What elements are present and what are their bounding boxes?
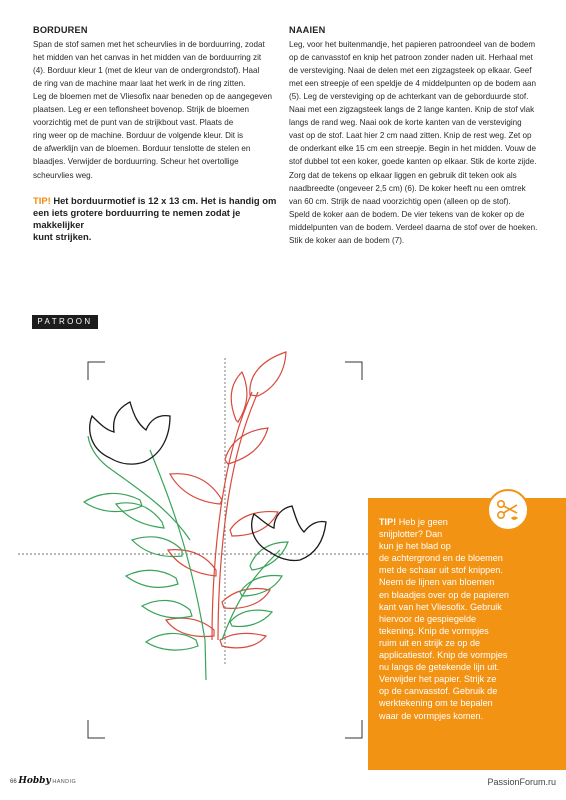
borduren-line: blaadjes. Verwijder de borduurring. Scheur het overtollige	[33, 157, 239, 167]
tipbox-line: ruim uit en strijk ze op de	[379, 637, 481, 648]
naaien-heading: NAAIEN	[289, 25, 326, 35]
naaien-line: op de canvasstof en knip het patroon zonder naden uit. Herhaal met	[289, 53, 533, 63]
tipbox-line: werktekening om te bepalen	[379, 698, 493, 709]
naaien-line: Zorg dat de tekens op elkaar liggen en gebruik dit teken ook als	[289, 170, 517, 180]
tip-line-1: Het borduurmotief is 12 x 13 cm. Het is handig om	[50, 194, 277, 206]
page-footer	[10, 776, 76, 786]
tipbox-line: hiervoor de gespiegelde	[379, 613, 477, 624]
tipbox-line: Neem de lijnen van bloemen	[379, 577, 495, 588]
naaien-line: de versteviging. Naai de delen met een zigzagsteek op elkaar. Geef	[289, 66, 532, 76]
naaien-text	[289, 38, 539, 247]
tipbox-line: op de canvasstof. Gebruik de	[379, 686, 498, 697]
borduren-text	[33, 38, 277, 182]
tipbox-line: kun je het blad op	[379, 541, 451, 552]
naaien-line: Naai met een zigzagsteek langs de 2 lange kanten. Knip de stof vlak	[289, 105, 535, 115]
tip-embroidery	[33, 195, 277, 244]
naaien-line: Leg, voor het buitenmandje, het papieren patroondeel van de bodem	[289, 40, 536, 50]
naaien-line: stof dubbel tot een koker, goede kanten op elkaar. Stik de korte zijde.	[289, 157, 537, 167]
scissors-icon	[487, 489, 529, 531]
naaien-line: naadbreedte (ongeveer 2,5 cm) (6). De koker heeft nu een omtrek	[289, 183, 526, 193]
tipbox-line: nu langs de getekende lijn uit.	[379, 662, 500, 673]
borduren-line: Span de stof samen met het scheurvlies in de borduurring, zodat	[33, 40, 265, 50]
borduren-line: plaatsen. Leg er een teflonsheet bovenop. Strijk de bloemen	[33, 105, 249, 115]
borduren-line: scheurvlies weg.	[33, 170, 93, 180]
borduren-line: voorzichtig met de punt van de strijkbout vast. Plaats de	[33, 118, 234, 128]
naaien-line: middelpunten van de bodem. Verdeel daarna de stof over de hoeken.	[289, 222, 538, 232]
naaien-line: Stik de koker aan de bodem (7).	[289, 235, 405, 245]
borduren-line: (4). Borduur kleur 1 (met de kleur van de ondergrondstof). Haal	[33, 66, 260, 76]
tipbox-line: waar de vormpjes komen.	[379, 710, 484, 721]
magazine-logo: Hobby	[18, 776, 51, 786]
tipbox-text	[379, 528, 556, 722]
naaien-line: Speld de koker aan de bodem. De vier tekens van de koker op de	[289, 209, 525, 219]
red-stem-leaves	[166, 352, 286, 648]
tip-line-2: een iets grotere borduurring te nemen zodat je makkelijker	[33, 206, 241, 230]
tipbox-first: Heb je geen	[396, 517, 448, 527]
tipbox-line: en blaadjes over op de papieren	[379, 589, 509, 600]
tipbox-line: tekening. Knip de vormpjes	[379, 625, 489, 636]
naaien-line: met een streepje of een speldje de 4 middelpunten op de bodem aan	[289, 79, 537, 89]
tip-line-3: kunt strijken.	[33, 231, 92, 243]
patroon-label: PATROON	[32, 315, 98, 329]
magazine-logo-sub: HANDIG	[52, 779, 77, 785]
tipbox-line: Verwijder het papier. Strijk ze	[379, 674, 497, 685]
naaien-line: de onderkant elke 15 cm een streepje. Begin in het midden. Vouw de	[289, 144, 537, 154]
naaien-line: vast op de stof. Laat hier 2 cm naad zitten. Knip de rest weg. Zet op	[289, 131, 532, 141]
watermark: PassionForum.ru	[487, 777, 556, 787]
naaien-line: langs de rand weg. Naai ook de korte kanten van de versteviging	[289, 118, 522, 128]
borduren-line: de ring van de machine maar laat het werk in de ring zitten.	[33, 79, 246, 89]
borduren-heading: BORDUREN	[33, 25, 88, 35]
tipbox-line: de achtergrond en de bloemen	[379, 553, 503, 564]
black-flowers	[90, 402, 326, 561]
tipbox-line: met de schaar uit stof knippen.	[379, 565, 503, 576]
naaien-line: (5). Leg de versteviging op de achterkant van de geborduurde stof.	[289, 92, 529, 102]
tipbox-label: TIP!	[379, 517, 397, 527]
borduren-line: ring weer op de machine. Borduur de volgende kleur. Dit is	[33, 131, 244, 141]
naaien-line: van 60 cm. Strijk de naad voorzichtig open (alleen op de stof).	[289, 196, 511, 206]
tip-box	[368, 498, 566, 770]
borduren-line: het midden van het canvas in het midden van de borduurring zit	[33, 53, 262, 63]
borduren-line: Leg de bloemen met de Vliesofix naar beneden op de aangegeven	[33, 92, 272, 102]
tipbox-line: snijplotter? Dan	[379, 529, 443, 540]
tip-label: TIP!	[33, 194, 51, 206]
naaien-section	[289, 24, 539, 247]
borduren-line: de afwerklijn van de bloemen. Borduur tenslotte de stelen en	[33, 144, 251, 154]
tipbox-line: applicatiestof. Knip de vormpjes	[379, 650, 508, 661]
tipbox-line: kant van het Vliesofix. Gebruik	[379, 601, 502, 612]
page-number: 66	[10, 779, 17, 785]
borduren-section	[33, 24, 277, 243]
